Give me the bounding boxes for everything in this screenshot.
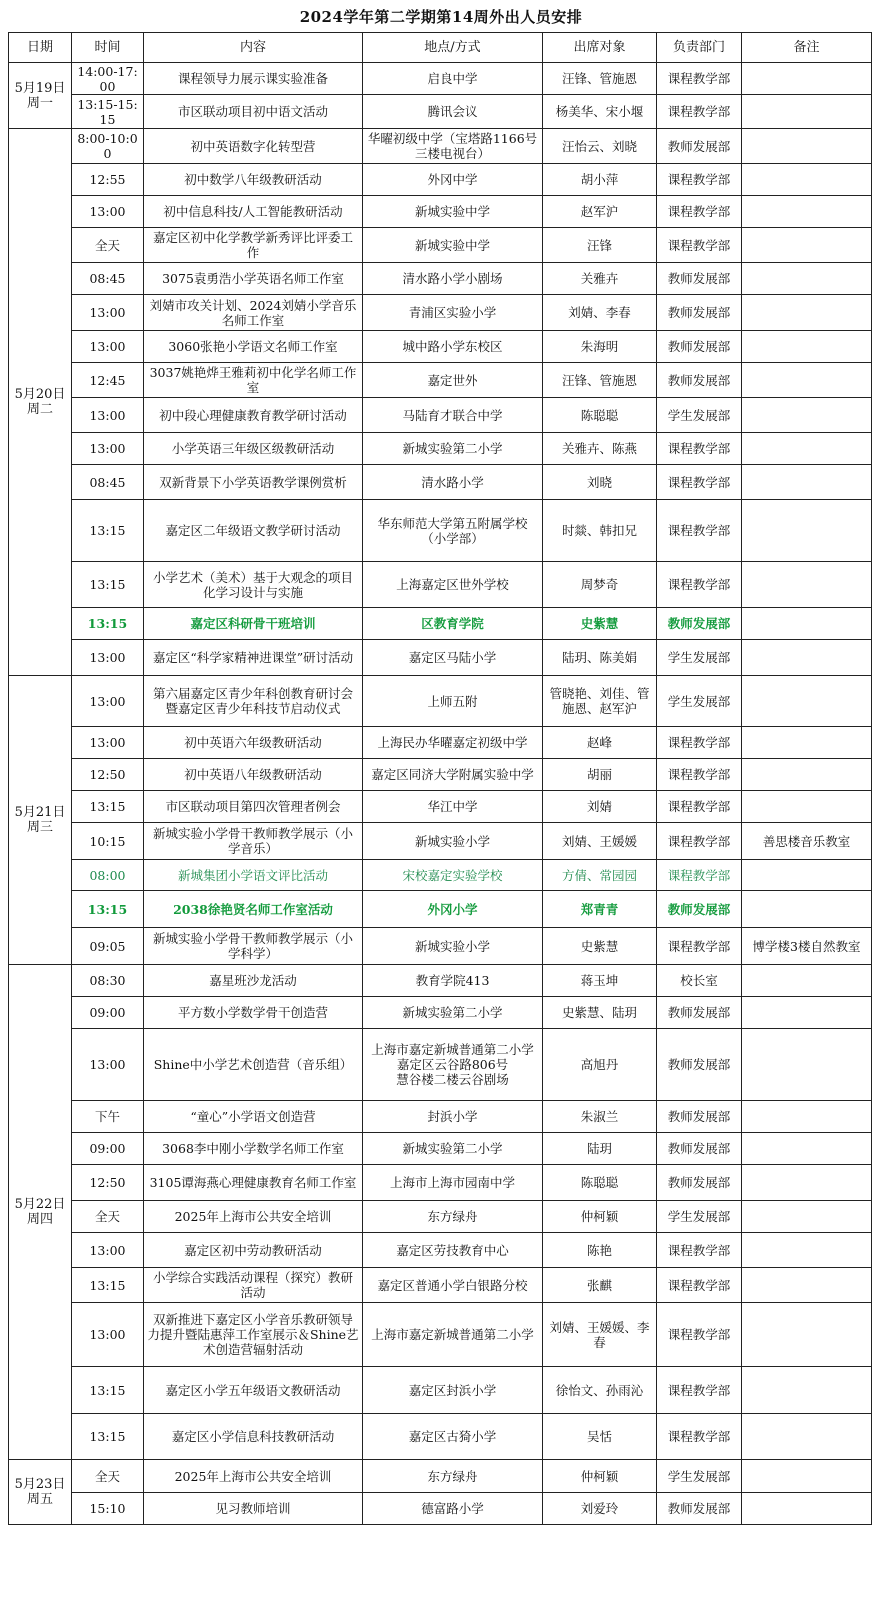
time-cell: 13:15 (72, 500, 144, 562)
attendees-cell: 关雅卉、陈燕 (543, 433, 657, 465)
table-row (9, 1414, 872, 1460)
dept-cell: 课程教学部 (657, 759, 742, 791)
attendees-cell: 陆玥、陈美娟 (543, 640, 657, 676)
content-cell: 嘉定区“科学家精神进课堂”研讨活动 (144, 640, 363, 676)
note-cell (742, 1133, 872, 1165)
attendees-cell: 汪锋、管施恩 (543, 63, 657, 95)
note-cell (742, 1414, 872, 1460)
attendees-cell: 史紫慧 (543, 928, 657, 965)
time-cell: 08:30 (72, 965, 144, 997)
time-cell: 13:00 (72, 640, 144, 676)
content-cell: 初中英语八年级教研活动 (144, 759, 363, 791)
note-cell (742, 640, 872, 676)
time-cell: 13:00 (72, 676, 144, 727)
note-cell (742, 1101, 872, 1133)
note-cell (742, 1233, 872, 1268)
attendees-cell: 朱海明 (543, 331, 657, 363)
content-cell: “童心”小学语文创造营 (144, 1101, 363, 1133)
dept-cell: 课程教学部 (657, 823, 742, 860)
time-cell: 09:00 (72, 1133, 144, 1165)
note-cell (742, 500, 872, 562)
note-cell (742, 997, 872, 1029)
dept-cell: 课程教学部 (657, 164, 742, 196)
attendees-cell: 仲柯颖 (543, 1460, 657, 1493)
attendees-cell: 汪锋、管施恩 (543, 363, 657, 398)
table-row (9, 164, 872, 196)
place-cell: 嘉定区劳技教育中心 (363, 1233, 543, 1268)
header-place: 地点/方式 (363, 33, 543, 63)
time-cell: 13:00 (72, 295, 144, 331)
dept-cell: 校长室 (657, 965, 742, 997)
place-cell: 外冈中学 (363, 164, 543, 196)
time-cell: 13:15 (72, 1268, 144, 1303)
attendees-cell: 郑青青 (543, 891, 657, 928)
content-cell: 刘婧市攻关计划、2024刘婧小学音乐名师工作室 (144, 295, 363, 331)
table-row (9, 1201, 872, 1233)
date-label: 5月22日 (14, 1197, 66, 1212)
note-cell: 博学楼3楼自然教室 (742, 928, 872, 965)
place-cell: 嘉定区同济大学附属实验中学 (363, 759, 543, 791)
content-cell: 3037姚艳烨王雅莉初中化学名师工作室 (144, 363, 363, 398)
time-cell: 13:15 (72, 562, 144, 608)
note-cell (742, 398, 872, 433)
dept-cell: 学生发展部 (657, 398, 742, 433)
content-cell: 嘉定区小学信息科技教研活动 (144, 1414, 363, 1460)
content-cell: 双新背景下小学英语教学课例赏析 (144, 465, 363, 500)
attendees-cell: 赵峰 (543, 727, 657, 759)
table-row (9, 928, 872, 965)
dept-cell: 课程教学部 (657, 727, 742, 759)
note-cell (742, 562, 872, 608)
attendees-cell: 高旭丹 (543, 1029, 657, 1101)
note-cell (742, 860, 872, 891)
place-cell: 嘉定区封浜小学 (363, 1367, 543, 1414)
table-row (9, 640, 872, 676)
time-cell: 12:55 (72, 164, 144, 196)
time-cell: 13:00 (72, 196, 144, 228)
weekday-label: 周一 (26, 95, 53, 111)
note-cell (742, 676, 872, 727)
dept-cell: 学生发展部 (657, 1460, 742, 1493)
content-cell: 嘉定区小学五年级语文教研活动 (144, 1367, 363, 1414)
content-cell: 初中信息科技/人工智能教研活动 (144, 196, 363, 228)
attendees-cell: 陈聪聪 (543, 1165, 657, 1201)
place-cell: 宋校嘉定实验学校 (363, 860, 543, 891)
attendees-cell: 刘婧 (543, 791, 657, 823)
place-cell: 上海民办华曜嘉定初级中学 (363, 727, 543, 759)
table-row (9, 608, 872, 640)
table-row (9, 759, 872, 791)
note-cell (742, 759, 872, 791)
attendees-cell: 蒋玉坤 (543, 965, 657, 997)
dept-cell: 教师发展部 (657, 363, 742, 398)
content-cell: 嘉定区二年级语文教学研讨活动 (144, 500, 363, 562)
attendees-cell: 史紫慧 (543, 608, 657, 640)
note-cell (742, 228, 872, 263)
attendees-cell: 胡小萍 (543, 164, 657, 196)
place-cell: 华东师范大学第五附属学校（小学部） (363, 500, 543, 562)
table-row (9, 1268, 872, 1303)
dept-cell: 教师发展部 (657, 1029, 742, 1101)
table-row (9, 196, 872, 228)
place-cell: 新城实验中学 (363, 196, 543, 228)
place-cell: 上师五附 (363, 676, 543, 727)
table-row (9, 228, 872, 263)
place-cell: 华曜初级中学（宝塔路1166号三楼电视台） (363, 129, 543, 164)
place-cell: 嘉定区古猗小学 (363, 1414, 543, 1460)
weekday-label: 周三 (26, 820, 53, 835)
dept-cell: 教师发展部 (657, 1493, 742, 1525)
attendees-cell: 刘婧、王媛媛、李春 (543, 1303, 657, 1367)
place-cell: 上海市嘉定新城普通第二小学 (363, 1303, 543, 1367)
attendees-cell: 汪锋 (543, 228, 657, 263)
place-cell: 外冈小学 (363, 891, 543, 928)
header-note: 备注 (742, 33, 872, 63)
content-cell: 双新推进下嘉定区小学音乐教研领导力提升暨陆惠萍工作室展示＆Shine艺术创造营辐射活动 (144, 1303, 363, 1367)
place-cell: 马陆育才联合中学 (363, 398, 543, 433)
place-cell: 华江中学 (363, 791, 543, 823)
schedule-table (8, 32, 872, 1525)
date-cell (9, 63, 72, 129)
attendees-cell: 陆玥 (543, 1133, 657, 1165)
attendees-cell: 史紫慧、陆玥 (543, 997, 657, 1029)
dept-cell: 课程教学部 (657, 1414, 742, 1460)
place-cell: 城中路小学东校区 (363, 331, 543, 363)
attendees-cell: 管晓艳、刘佳、管施恩、赵军沪 (543, 676, 657, 727)
note-cell (742, 63, 872, 95)
header-content: 内容 (144, 33, 363, 63)
dept-cell: 课程教学部 (657, 95, 742, 129)
note-cell (742, 727, 872, 759)
date-cell (9, 965, 72, 1460)
time-cell: 13:15-15:15 (72, 95, 144, 129)
table-row (9, 1303, 872, 1367)
table-row (9, 433, 872, 465)
table-row (9, 791, 872, 823)
content-cell: Shine中小学艺术创造营（音乐组） (144, 1029, 363, 1101)
note-cell (742, 1493, 872, 1525)
attendees-cell: 刘爱玲 (543, 1493, 657, 1525)
attendees-cell: 杨美华、宋小堰 (543, 95, 657, 129)
table-row (9, 63, 872, 95)
time-cell: 13:15 (72, 1367, 144, 1414)
header-time: 时间 (72, 33, 144, 63)
attendees-cell: 关雅卉 (543, 263, 657, 295)
note-cell (742, 465, 872, 500)
place-cell: 教育学院413 (363, 965, 543, 997)
content-cell: 初中英语数字化转型营 (144, 129, 363, 164)
content-cell: 2038徐艳贤名师工作室活动 (144, 891, 363, 928)
note-cell (742, 965, 872, 997)
place-cell: 嘉定世外 (363, 363, 543, 398)
header-date: 日期 (9, 33, 72, 63)
note-cell (742, 1268, 872, 1303)
table-row (9, 465, 872, 500)
place-cell: 区教育学院 (363, 608, 543, 640)
dept-cell: 课程教学部 (657, 1268, 742, 1303)
dept-cell: 课程教学部 (657, 465, 742, 500)
time-cell: 14:00-17:00 (72, 63, 144, 95)
table-row (9, 823, 872, 860)
place-cell: 清水路小学 (363, 465, 543, 500)
time-cell: 全天 (72, 228, 144, 263)
content-cell: 课程领导力展示课实验准备 (144, 63, 363, 95)
content-cell: 嘉定区初中劳动教研活动 (144, 1233, 363, 1268)
note-cell (742, 1165, 872, 1201)
table-row (9, 965, 872, 997)
dept-cell: 教师发展部 (657, 129, 742, 164)
dept-cell: 教师发展部 (657, 263, 742, 295)
dept-cell: 课程教学部 (657, 928, 742, 965)
attendees-cell: 周梦奇 (543, 562, 657, 608)
note-cell (742, 263, 872, 295)
place-cell: 嘉定区普通小学白银路分校 (363, 1268, 543, 1303)
attendees-cell: 赵军沪 (543, 196, 657, 228)
attendees-cell: 陈聪聪 (543, 398, 657, 433)
content-cell: 见习教师培训 (144, 1493, 363, 1525)
table-row (9, 676, 872, 727)
place-cell: 上海市上海市园南中学 (363, 1165, 543, 1201)
attendees-cell: 汪怡云、刘晓 (543, 129, 657, 164)
weekday-label: 周五 (26, 1492, 53, 1507)
dept-cell: 教师发展部 (657, 608, 742, 640)
table-row (9, 263, 872, 295)
content-cell: 小学综合实践活动课程（探究）教研活动 (144, 1268, 363, 1303)
attendees-cell: 陈艳 (543, 1233, 657, 1268)
dept-cell: 教师发展部 (657, 997, 742, 1029)
note-cell (742, 196, 872, 228)
table-row (9, 1101, 872, 1133)
table-row (9, 331, 872, 363)
note-cell (742, 608, 872, 640)
note-cell (742, 1029, 872, 1101)
attendees-cell: 刘婧、李春 (543, 295, 657, 331)
time-cell: 13:00 (72, 1303, 144, 1367)
note-cell (742, 1460, 872, 1493)
dept-cell: 教师发展部 (657, 891, 742, 928)
weekday-label: 周四 (26, 1212, 53, 1227)
date-cell (9, 676, 72, 965)
table-row (9, 860, 872, 891)
note-cell: 善思楼音乐教室 (742, 823, 872, 860)
time-cell: 13:15 (72, 891, 144, 928)
time-cell: 13:00 (72, 1029, 144, 1101)
time-cell: 15:10 (72, 1493, 144, 1525)
place-cell: 新城实验小学 (363, 823, 543, 860)
dept-cell: 学生发展部 (657, 640, 742, 676)
table-row (9, 95, 872, 129)
content-cell: 嘉定区科研骨干班培训 (144, 608, 363, 640)
content-cell: 嘉定区初中化学教学新秀评比评委工作 (144, 228, 363, 263)
table-row (9, 295, 872, 331)
table-row (9, 727, 872, 759)
place-cell: 启良中学 (363, 63, 543, 95)
attendees-cell: 时燚、韩扣兄 (543, 500, 657, 562)
attendees-cell: 朱淑兰 (543, 1101, 657, 1133)
dept-cell: 教师发展部 (657, 1165, 742, 1201)
table-row (9, 363, 872, 398)
table-row (9, 891, 872, 928)
content-cell: 3060张艳小学语文名师工作室 (144, 331, 363, 363)
place-cell: 上海市嘉定新城普通第二小学 嘉定区云谷路806号 慧谷楼二楼云谷剧场 (363, 1029, 543, 1101)
place-cell: 东方绿舟 (363, 1201, 543, 1233)
weekday-label: 周二 (26, 402, 53, 417)
content-cell: 平方数小学数学骨干创造营 (144, 997, 363, 1029)
attendees-cell: 徐怡文、孙雨沁 (543, 1367, 657, 1414)
header-row (9, 33, 872, 63)
content-cell: 3068李中刚小学数学名师工作室 (144, 1133, 363, 1165)
note-cell (742, 1367, 872, 1414)
place-cell: 新城实验第二小学 (363, 433, 543, 465)
content-cell: 3105谭海燕心理健康教育名师工作室 (144, 1165, 363, 1201)
table-row (9, 562, 872, 608)
content-cell: 新城集团小学语文评比活动 (144, 860, 363, 891)
place-cell: 清水路小学小剧场 (363, 263, 543, 295)
time-cell: 全天 (72, 1201, 144, 1233)
content-cell: 新城实验小学骨干教师教学展示（小学音乐） (144, 823, 363, 860)
dept-cell: 学生发展部 (657, 1201, 742, 1233)
dept-cell: 课程教学部 (657, 433, 742, 465)
page-title: 2024学年第二学期第14周外出人员安排 (299, 8, 583, 26)
place-cell: 东方绿舟 (363, 1460, 543, 1493)
content-cell: 市区联动项目第四次管理者例会 (144, 791, 363, 823)
time-cell: 09:00 (72, 997, 144, 1029)
dept-cell: 课程教学部 (657, 228, 742, 263)
dept-cell: 教师发展部 (657, 331, 742, 363)
note-cell (742, 1201, 872, 1233)
place-cell: 新城实验第二小学 (363, 997, 543, 1029)
table-row (9, 1029, 872, 1101)
place-cell: 新城实验第二小学 (363, 1133, 543, 1165)
note-cell (742, 295, 872, 331)
place-cell: 德富路小学 (363, 1493, 543, 1525)
place-cell: 青浦区实验小学 (363, 295, 543, 331)
dept-cell: 教师发展部 (657, 295, 742, 331)
table-row (9, 500, 872, 562)
attendees-cell: 仲柯颖 (543, 1201, 657, 1233)
note-cell (742, 129, 872, 164)
content-cell: 2025年上海市公共安全培训 (144, 1460, 363, 1493)
note-cell (742, 331, 872, 363)
dept-cell: 课程教学部 (657, 860, 742, 891)
time-cell: 13:00 (72, 433, 144, 465)
attendees-cell: 张麒 (543, 1268, 657, 1303)
time-cell: 13:15 (72, 608, 144, 640)
time-cell: 12:50 (72, 1165, 144, 1201)
content-cell: 小学英语三年级区级教研活动 (144, 433, 363, 465)
content-cell: 初中数学八年级教研活动 (144, 164, 363, 196)
time-cell: 8:00-10:00 (72, 129, 144, 164)
dept-cell: 教师发展部 (657, 1101, 742, 1133)
time-cell: 08:45 (72, 263, 144, 295)
time-cell: 13:15 (72, 1414, 144, 1460)
dept-cell: 课程教学部 (657, 196, 742, 228)
date-cell (9, 129, 72, 676)
attendees-cell: 刘婧、王媛媛 (543, 823, 657, 860)
table-row (9, 129, 872, 164)
place-cell: 封浜小学 (363, 1101, 543, 1133)
place-cell: 新城实验中学 (363, 228, 543, 263)
note-cell (742, 95, 872, 129)
time-cell: 13:00 (72, 398, 144, 433)
dept-cell: 课程教学部 (657, 1303, 742, 1367)
time-cell: 13:00 (72, 727, 144, 759)
place-cell: 上海嘉定区世外学校 (363, 562, 543, 608)
dept-cell: 课程教学部 (657, 1367, 742, 1414)
content-cell: 初中段心理健康教育教学研讨活动 (144, 398, 363, 433)
table-row (9, 1233, 872, 1268)
table-row (9, 1493, 872, 1525)
content-cell: 3075袁勇浩小学英语名师工作室 (144, 263, 363, 295)
content-cell: 新城实验小学骨干教师教学展示（小学科学） (144, 928, 363, 965)
note-cell (742, 891, 872, 928)
note-cell (742, 363, 872, 398)
table-row (9, 1460, 872, 1493)
table-row (9, 1367, 872, 1414)
time-cell: 12:45 (72, 363, 144, 398)
table-row (9, 398, 872, 433)
attendees-cell: 吴恬 (543, 1414, 657, 1460)
note-cell (742, 433, 872, 465)
date-label: 5月23日 (14, 1477, 66, 1492)
content-cell: 2025年上海市公共安全培训 (144, 1201, 363, 1233)
time-cell: 13:15 (72, 791, 144, 823)
note-cell (742, 164, 872, 196)
time-cell: 09:05 (72, 928, 144, 965)
time-cell: 08:00 (72, 860, 144, 891)
note-cell (742, 1303, 872, 1367)
table-row (9, 1133, 872, 1165)
content-cell: 初中英语六年级教研活动 (144, 727, 363, 759)
time-cell: 08:45 (72, 465, 144, 500)
time-cell: 全天 (72, 1460, 144, 1493)
place-cell: 嘉定区马陆小学 (363, 640, 543, 676)
header-dept: 负责部门 (657, 33, 742, 63)
content-cell: 第六届嘉定区青少年科创教育研讨会暨嘉定区青少年科技节启动仪式 (144, 676, 363, 727)
table-row (9, 997, 872, 1029)
dept-cell: 课程教学部 (657, 791, 742, 823)
time-cell: 10:15 (72, 823, 144, 860)
attendees-cell: 胡丽 (543, 759, 657, 791)
date-label: 5月21日 (14, 805, 66, 820)
note-cell (742, 791, 872, 823)
dept-cell: 课程教学部 (657, 500, 742, 562)
time-cell: 13:00 (72, 331, 144, 363)
dept-cell: 教师发展部 (657, 1133, 742, 1165)
place-cell: 新城实验小学 (363, 928, 543, 965)
dept-cell: 课程教学部 (657, 63, 742, 95)
dept-cell: 课程教学部 (657, 1233, 742, 1268)
date-cell (9, 1460, 72, 1525)
time-cell: 下午 (72, 1101, 144, 1133)
content-cell: 市区联动项目初中语文活动 (144, 95, 363, 129)
table-row (9, 1165, 872, 1201)
dept-cell: 课程教学部 (657, 562, 742, 608)
content-cell: 小学艺术（美术）基于大观念的项目化学习设计与实施 (144, 562, 363, 608)
place-cell: 腾讯会议 (363, 95, 543, 129)
content-cell: 嘉星班沙龙活动 (144, 965, 363, 997)
date-label: 5月20日 (14, 387, 66, 402)
header-attendees: 出席对象 (543, 33, 657, 63)
attendees-cell: 方倩、常园园 (543, 860, 657, 891)
date-label: 5月19日 (14, 80, 66, 96)
dept-cell: 学生发展部 (657, 676, 742, 727)
time-cell: 12:50 (72, 759, 144, 791)
schedule-body (9, 63, 872, 1525)
attendees-cell: 刘晓 (543, 465, 657, 500)
time-cell: 13:00 (72, 1233, 144, 1268)
